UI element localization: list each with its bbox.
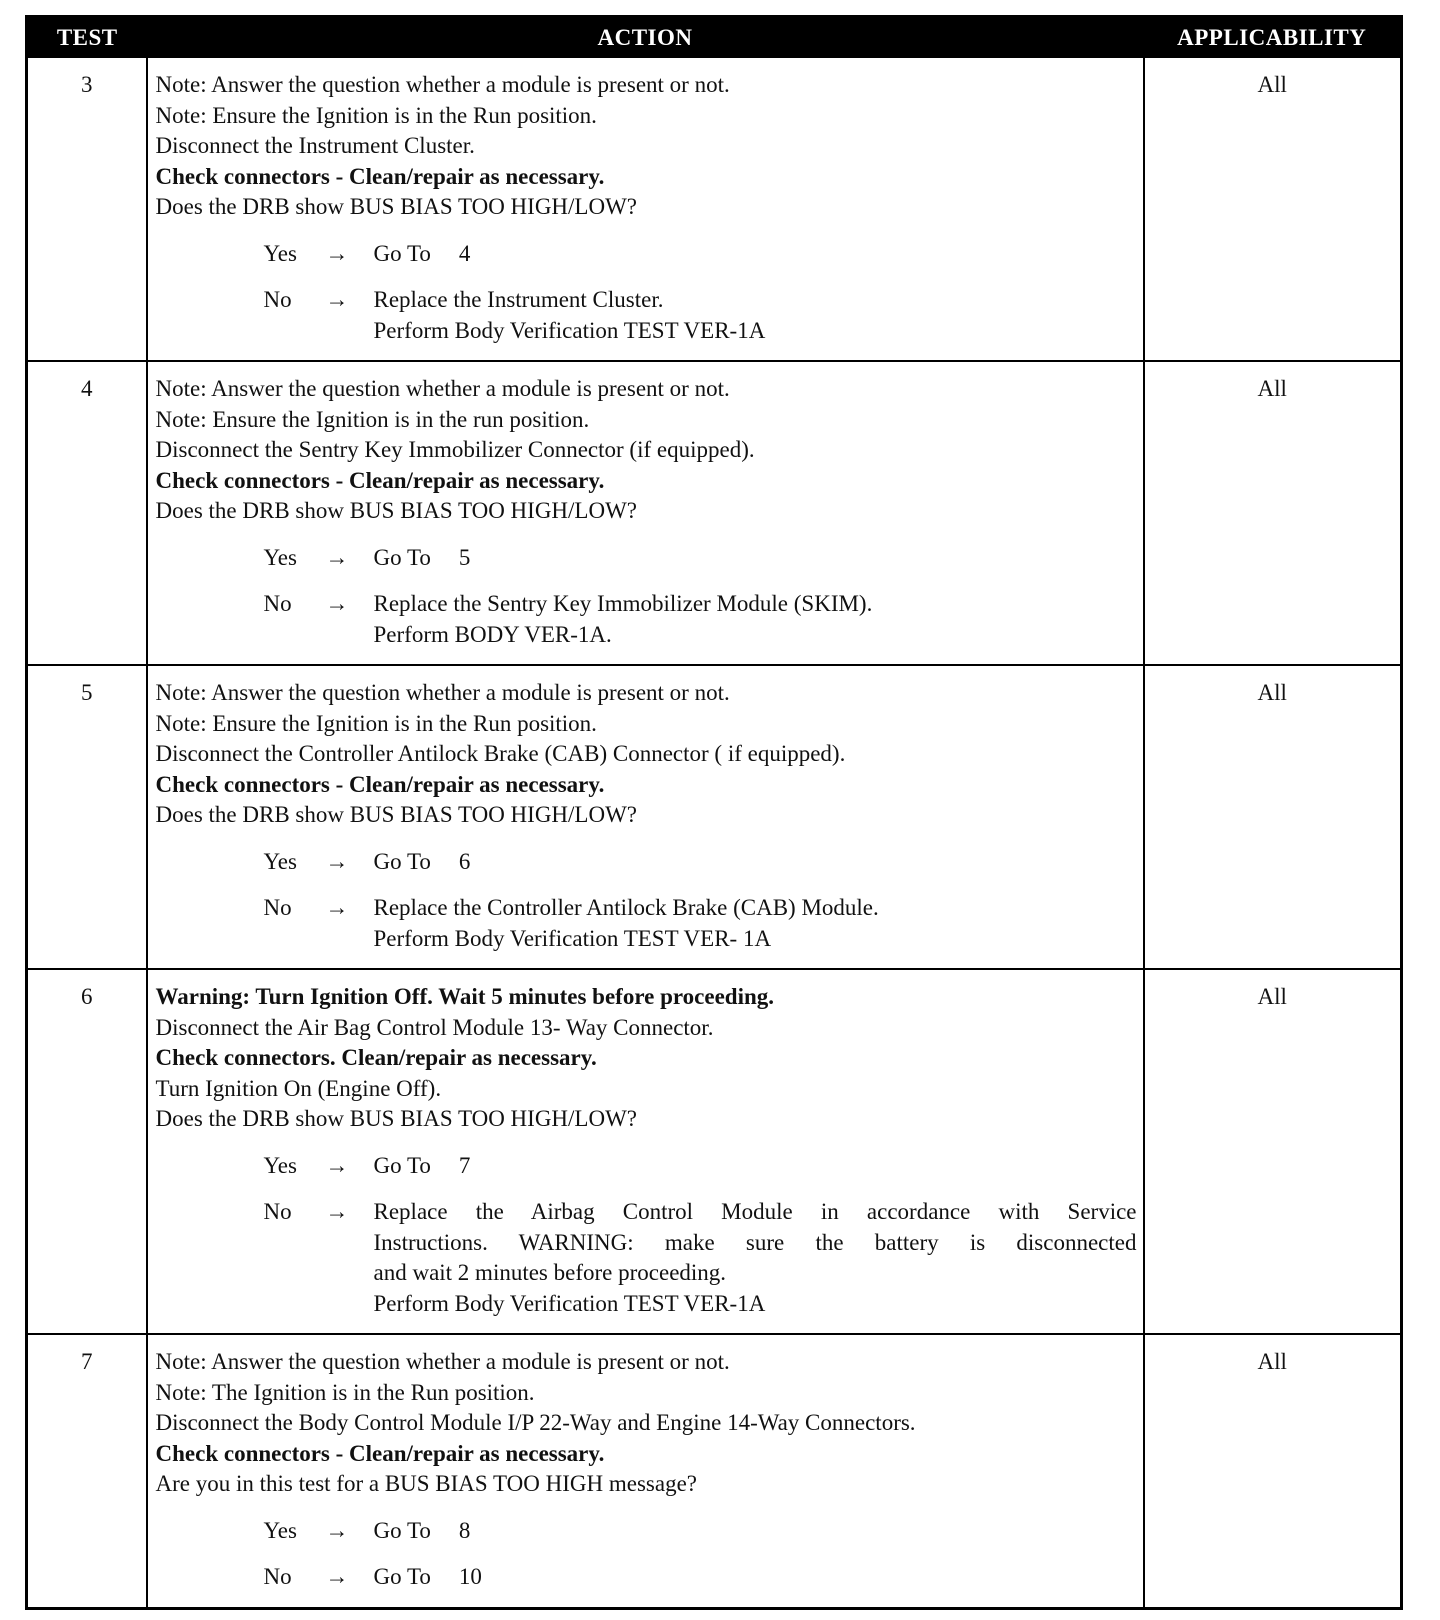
yes-label: Yes	[263, 544, 297, 570]
action-line: Note: Ensure the Ignition is in the run position.	[155, 406, 590, 432]
no-result	[374, 285, 1137, 346]
action-line: Disconnect the Instrument Cluster.	[155, 133, 475, 158]
no-option	[264, 285, 1137, 346]
right-arrow-icon: →	[325, 1152, 349, 1178]
no-result-line: Replace the Controller Antilock Brake (CAB) Module.	[373, 895, 879, 920]
action-line: Note: Answer the question whether a module is present or not.	[155, 376, 730, 401]
yes-option	[264, 847, 1137, 878]
action-line: Check connectors - Clean/repair as necessary.	[155, 771, 605, 797]
goto-text: Go To	[373, 1152, 431, 1178]
yes-option	[264, 239, 1137, 270]
action-cell	[147, 58, 1144, 361]
action-cell	[147, 1334, 1144, 1608]
no-result-line: Replace the Airbag Control Module in accordance with Service	[373, 1199, 1137, 1224]
no-option	[264, 893, 1137, 954]
no-label: No	[263, 895, 292, 920]
action-line: Disconnect the Body Control Module I/P 22-Way and Engine 14-Way Connectors.	[155, 1410, 916, 1435]
yes-result	[374, 543, 1137, 574]
yes-label: Yes	[263, 848, 297, 874]
applicability-value: All	[1144, 1334, 1402, 1608]
action-cell	[147, 361, 1144, 665]
goto-text: Go To	[373, 240, 431, 266]
yes-option	[264, 543, 1137, 574]
action-line: Disconnect the Controller Antilock Brake (CAB) Connector ( if equipped).	[155, 741, 846, 766]
action-line: Disconnect the Air Bag Control Module 13- Way Connector.	[155, 1014, 714, 1040]
header-applicability: APPLICABILITY	[1144, 17, 1402, 59]
applicability-value: All	[1144, 665, 1402, 969]
no-result-line: Instructions. WARNING: make sure the battery is disconnected	[373, 1229, 1137, 1255]
header-test: TEST	[27, 17, 147, 59]
no-result	[374, 893, 1137, 954]
action-line: Disconnect the Sentry Key Immobilizer Connector (if equipped).	[155, 437, 755, 462]
action-question: Does the DRB show BUS BIAS TOO HIGH/LOW?	[155, 802, 638, 827]
action-line: Turn Ignition On (Engine Off).	[155, 1075, 442, 1101]
goto-text: Go To	[373, 1564, 431, 1589]
right-arrow-icon: →	[325, 895, 349, 920]
table-row	[27, 969, 1402, 1334]
no-option	[264, 1197, 1137, 1319]
applicability-value: All	[1144, 361, 1402, 665]
goto-text: Go To	[373, 848, 431, 874]
no-result	[374, 589, 1137, 650]
yes-option	[264, 1516, 1137, 1547]
goto-text: Go To	[373, 544, 431, 570]
action-cell	[147, 665, 1144, 969]
action-question: Does the DRB show BUS BIAS TOO HIGH/LOW?	[155, 498, 638, 523]
right-arrow-icon: →	[325, 1564, 349, 1589]
action-cell	[147, 969, 1144, 1334]
right-arrow-icon: →	[325, 1517, 349, 1543]
goto-target: 4	[458, 240, 471, 266]
table-row	[27, 361, 1402, 665]
right-arrow-icon: →	[325, 848, 349, 874]
yes-result	[374, 847, 1137, 878]
no-result-line: Replace the Sentry Key Immobilizer Module (SKIM).	[373, 591, 873, 616]
warning-line: Warning: Turn Ignition Off. Wait 5 minutes before proceeding.	[155, 984, 775, 1009]
no-option	[264, 1562, 1137, 1593]
right-arrow-icon: →	[325, 287, 349, 312]
header-row	[27, 17, 1402, 59]
no-result-line: Replace the Instrument Cluster.	[373, 287, 664, 312]
test-number: 5	[27, 665, 147, 969]
action-question: Are you in this test for a BUS BIAS TOO HIGH message?	[155, 1471, 698, 1496]
no-label: No	[263, 287, 292, 312]
action-line: Note: Ensure the Ignition is in the Run position.	[155, 102, 597, 128]
action-line: Note: The Ignition is in the Run position.	[155, 1379, 535, 1405]
test-number: 4	[27, 361, 147, 665]
yes-label: Yes	[263, 1152, 297, 1178]
no-option	[264, 589, 1137, 650]
action-line: Check connectors - Clean/repair as necessary.	[155, 163, 605, 189]
goto-target: 8	[458, 1517, 471, 1543]
test-number: 7	[27, 1334, 147, 1608]
no-result	[374, 1562, 1137, 1593]
goto-target: 7	[458, 1152, 471, 1178]
no-result-line: and wait 2 minutes before proceeding.	[373, 1260, 727, 1285]
table-header	[27, 17, 1402, 59]
no-label: No	[263, 1564, 292, 1589]
action-line: Note: Answer the question whether a module is present or not.	[155, 680, 730, 705]
yes-option	[264, 1151, 1137, 1182]
no-label: No	[263, 1199, 292, 1224]
no-result-line: Perform Body Verification TEST VER- 1A	[373, 925, 772, 951]
right-arrow-icon: →	[325, 1199, 349, 1224]
yes-result	[374, 1151, 1137, 1182]
test-number: 6	[27, 969, 147, 1334]
applicability-value: All	[1144, 969, 1402, 1334]
action-line: Note: Answer the question whether a module is present or not.	[155, 1349, 730, 1374]
action-line: Check connectors. Clean/repair as necessary.	[155, 1045, 597, 1070]
goto-text: Go To	[373, 1517, 431, 1543]
table-row	[27, 665, 1402, 969]
table-row	[27, 58, 1402, 361]
goto-target: 6	[458, 848, 471, 874]
action-question: Does the DRB show BUS BIAS TOO HIGH/LOW?	[155, 1106, 638, 1131]
no-result	[374, 1197, 1137, 1319]
goto-target: 10	[458, 1564, 482, 1589]
action-line: Note: Ensure the Ignition is in the Run position.	[155, 710, 597, 736]
right-arrow-icon: →	[325, 544, 349, 570]
right-arrow-icon: →	[325, 591, 349, 616]
table-row	[27, 1334, 1402, 1608]
yes-result	[374, 239, 1137, 270]
action-line: Check connectors - Clean/repair as necessary.	[155, 467, 605, 493]
right-arrow-icon: →	[325, 240, 349, 266]
action-question: Does the DRB show BUS BIAS TOO HIGH/LOW?	[155, 194, 638, 219]
goto-target: 5	[458, 544, 471, 570]
yes-label: Yes	[263, 240, 297, 266]
no-label: No	[263, 591, 292, 616]
table-body	[27, 58, 1402, 1608]
action-line: Note: Answer the question whether a module is present or not.	[155, 72, 730, 97]
test-number: 3	[27, 58, 147, 361]
header-action: ACTION	[147, 17, 1144, 59]
no-result-line: Perform Body Verification TEST VER-1A	[373, 1290, 766, 1316]
no-result-line: Perform Body Verification TEST VER-1A	[373, 317, 766, 343]
applicability-value: All	[1144, 58, 1402, 361]
yes-result	[374, 1516, 1137, 1547]
diagnostic-test-table	[25, 15, 1403, 1610]
yes-label: Yes	[263, 1517, 297, 1543]
action-line: Check connectors - Clean/repair as necessary.	[155, 1440, 605, 1466]
no-result-line: Perform BODY VER-1A.	[373, 621, 612, 647]
